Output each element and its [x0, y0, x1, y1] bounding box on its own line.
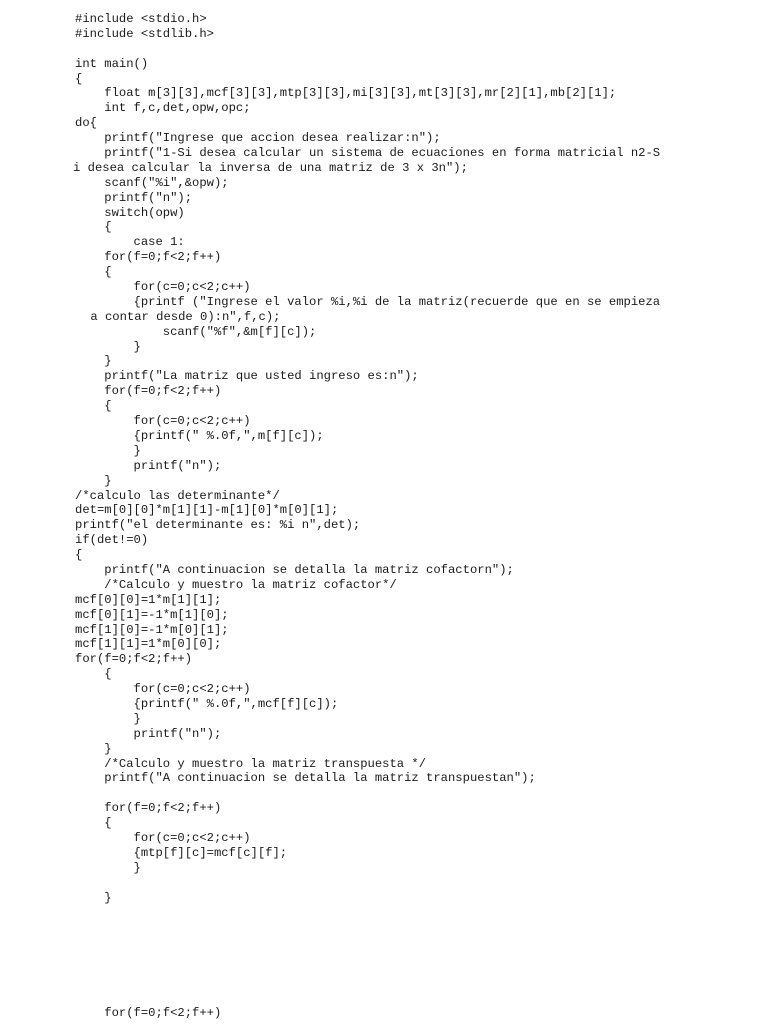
code-line: {	[75, 265, 112, 280]
code-line: {	[75, 667, 112, 682]
code-line: #include <stdio.h>	[75, 12, 207, 26]
code-line: for(c=0;c<2;c++)	[75, 414, 251, 429]
code-line: }	[75, 741, 112, 756]
code-line: mcf[1][0]=-1*m[0][1];	[75, 622, 229, 637]
code-line: scanf("%f",&m[f][c]);	[75, 324, 317, 339]
code-line: for(f=0;f<2;f++)	[75, 801, 222, 816]
code-line: mcf[1][1]=1*m[0][0];	[75, 637, 222, 652]
code-line: /*Calculo y muestro la matriz transpuesta */	[75, 756, 427, 771]
code-line: /*Calculo y muestro la matriz cofactor*/	[75, 577, 397, 592]
code-line: {printf(" %.0f,",m[f][c]);	[75, 428, 324, 443]
code-line: for(c=0;c<2;c++)	[75, 682, 251, 697]
code-line: det=m[0][0]*m[1][1]-m[1][0]*m[0][1];	[75, 503, 339, 518]
code-line: for(f=0;f<2;f++)	[75, 652, 193, 667]
code-line: case 1:	[75, 235, 185, 250]
code-line-continued: for(f=0;f<2;f++)	[75, 1006, 222, 1020]
code-line: {printf ("Ingrese el valor %i,%i de la matriz(recuerde que en se empieza	[75, 294, 661, 309]
code-line: printf("A continuacion se detalla la matriz cofactorn");	[75, 562, 514, 577]
code-line: mcf[0][1]=-1*m[1][0];	[75, 607, 229, 622]
code-line: }	[75, 860, 141, 875]
code-line: {mtp[f][c]=mcf[c][f];	[75, 845, 288, 860]
code-line: }	[75, 890, 112, 905]
code-line: }	[75, 443, 141, 458]
code-line: printf("A continuacion se detalla la matriz transpuestan");	[75, 771, 536, 786]
code-listing	[75, 12, 755, 905]
code-line: printf("n");	[75, 726, 222, 741]
code-line: for(f=0;f<2;f++)	[75, 250, 222, 265]
code-line: printf("n");	[75, 458, 222, 473]
code-line: printf("Ingrese que accion desea realizar:n");	[75, 131, 441, 146]
code-line: for(c=0;c<2;c++)	[75, 280, 251, 295]
code-line: {	[75, 71, 83, 86]
code-line: }	[75, 339, 141, 354]
code-line: {	[75, 816, 112, 831]
code-line: switch(opw)	[75, 205, 185, 220]
code-line-wrapped: a contar desde 0):n",f,c);	[83, 309, 281, 324]
code-line: {	[75, 220, 112, 235]
code-line: printf("n");	[75, 190, 193, 205]
code-line: {printf(" %.0f,",mcf[f][c]);	[75, 696, 339, 711]
code-line: for(c=0;c<2;c++)	[75, 830, 251, 845]
code-line: do{	[75, 116, 97, 131]
code-line: }	[75, 473, 112, 488]
code-line: }	[75, 711, 141, 726]
code-line: mcf[0][0]=1*m[1][1];	[75, 592, 222, 607]
code-line: int f,c,det,opw,opc;	[75, 101, 251, 116]
code-line: for(f=0;f<2;f++)	[75, 384, 222, 399]
code-line: scanf("%i",&opw);	[75, 175, 229, 190]
code-line: int main()	[75, 56, 149, 71]
code-line: printf("1-Si desea calcular un sistema de ecuaciones en forma matricial n2-S	[75, 146, 661, 161]
code-line: #include <stdlib.h>	[75, 26, 214, 41]
code-line: }	[75, 354, 112, 369]
code-line: float m[3][3],mcf[3][3],mtp[3][3],mi[3][3],mt[3][3],mr[2][1],mb[2][1];	[75, 86, 617, 101]
code-line: /*calculo las determinante*/	[75, 488, 280, 503]
code-line-wrapped: i desea calcular la inversa de una matriz de 3 x 3n");	[73, 160, 468, 175]
code-line: printf("el determinante es: %i n",det);	[75, 518, 361, 533]
code-line	[75, 786, 755, 801]
code-line: if(det!=0)	[75, 533, 149, 548]
code-line: {	[75, 548, 83, 563]
code-line: printf("La matriz que usted ingreso es:n");	[75, 369, 419, 384]
code-line	[75, 42, 755, 57]
code-line	[75, 876, 755, 891]
code-line: {	[75, 399, 112, 414]
